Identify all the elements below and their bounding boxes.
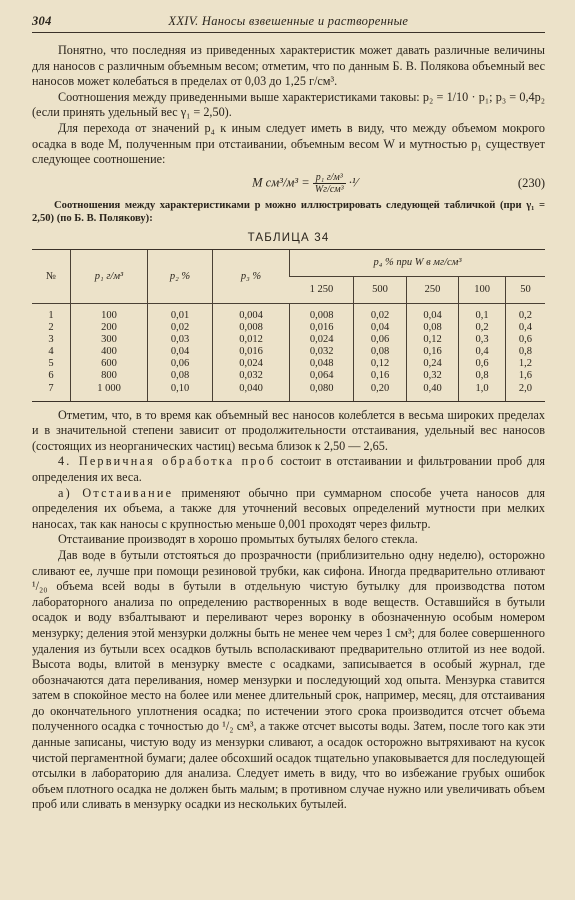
table-cell: 0,1 xyxy=(459,303,506,322)
table-cell: 0,08 xyxy=(148,370,213,382)
table-cell: 800 xyxy=(71,370,148,382)
col-header-w-1: 500 xyxy=(354,276,407,303)
table-cell: 0,04 xyxy=(354,322,407,334)
col-header-p1: p₁ г/м³ xyxy=(71,249,148,303)
equation-230 xyxy=(32,172,545,195)
equation-tail: ·¹⁄ xyxy=(348,175,358,190)
table-cell: 0,016 xyxy=(213,346,290,358)
table-cell: 6 xyxy=(48,370,54,382)
table-cell: 0,06 xyxy=(354,334,407,346)
running-title: XXIV. Наносы взвешенные и растворенные xyxy=(168,14,409,28)
table-row xyxy=(32,334,545,346)
paragraph-6 xyxy=(32,454,545,485)
paragraph-5: Отметим, что, в то время как объемный вес наносов колеблется в весьма широких пределах и в значительной степени зависит от продолжительности отстаивания, удельный вес наносов (состоящих из неорганических частиц) весьма близок к 2,50 — 2,65. xyxy=(32,407,545,453)
table-cell: 0,32 xyxy=(406,370,459,382)
subsection-a-text: применяют обычно при суммарном способе учета наносов для определения их объема, а также для уточнений весовых определений мутности при мелких наносах, так как наносы с крупностью меньше 0,001 проходят через фильтр. xyxy=(32,485,545,531)
page-number: 304 xyxy=(32,14,52,28)
table-cell: 0,3 xyxy=(459,334,506,346)
table-row xyxy=(32,322,545,334)
table-cell: 0,032 xyxy=(213,370,290,382)
table-cell: 0,6 xyxy=(459,358,506,370)
table-cell: 200 xyxy=(71,322,148,334)
paragraph-9: Дав воде в бутыли отстояться до прозрачности (приблизительно одну неделю), осторожно сливают ее, лучше при помощи резиновой трубки, как сифона. Иногда предварительно отливают ¹/₂₀ объема всей воды в бутыли в отдельную чистую бутылку для производства потом лабораторного анализа по определению растворенных в воде веществ. Оставшийся в бутыли осадок и воду взбалтывают и переливают через воронку в обозначенную особым номером мензурку; деления этой мензурки должны быть не менее чем через 1 см³; для более совершенного удаления из бутыли всех осадков бутыль всполаскивают предварительно отлитой из нее водой. Высота воды, влитой в мензурку вместе с осадками, записывается в особый журнал, где обозначаются дата переливания, номер мензурки и последующий ход опыта. Мензурка ставится затем в спокойное место на более или менее длительный срок, например, месяц, для отстаивания до окончательного уплотнения осадка; по истечении этого срока производится отсчет объема полученного осадка с точностью до ¹/₂ см³, а также отсчет высоты воды. Затем, после того как эти данные записаны, чистую воду из мензурки сливают, а осадок осторожно вытряхивают на кусок чистой пергаментной бумаги; далее обсохший осадок тщательно упаковывается для последующей отсылки в лабораторию для анализа. Следует иметь в виду, что во избежание грубых ошибок объем плотного осадка не должен быть малым; в противном случае нужно или увеличивать объем проб или сливать в мензурку осадки из нескольких бутылей. xyxy=(32,547,545,812)
data-table xyxy=(32,249,545,402)
table-cell: 0,06 xyxy=(148,358,213,370)
table-cell: 0,04 xyxy=(406,303,459,322)
table-cell: 600 xyxy=(71,358,148,370)
paragraph-1: Понятно, что последняя из приведенных характеристик может давать различные величины для наносов с различным объемным весом; отметим, что по данным Б. В. Полякова объемный вес наносов может колебаться в пределах от 0,03 до 1,25 г/см³. xyxy=(32,43,545,89)
col-header-number: № xyxy=(32,249,71,303)
table-cell: 0,04 xyxy=(148,346,213,358)
table-cell: 0,008 xyxy=(290,303,354,322)
table-row xyxy=(32,358,545,370)
table-cell: 0,4 xyxy=(505,322,545,334)
table-cell: 1 xyxy=(48,309,54,321)
table-row xyxy=(32,370,545,382)
table-cell: 0,24 xyxy=(406,358,459,370)
paragraph-2: Соотношения между приведенными выше характеристиками таковы: p₂ = 1/10 · p₁; p₃ = 0,4p₂ (если принять удельный вес γ₁ = 2,50). xyxy=(32,89,545,120)
table-cell: 0,032 xyxy=(290,346,354,358)
table-row xyxy=(32,303,545,322)
table-cell: 0,20 xyxy=(354,383,407,402)
table-row xyxy=(32,346,545,358)
col-header-p4-group: p₄ % при W в мг/см³ xyxy=(290,249,546,276)
table-caption: ТАБЛИЦА 34 xyxy=(247,231,330,244)
table-cell: 100 xyxy=(71,303,148,322)
table-cell: 0,064 xyxy=(290,370,354,382)
table-cell: 1 000 xyxy=(71,383,148,402)
table-cell: 0,10 xyxy=(148,383,213,402)
table-cell: 3 xyxy=(48,334,54,346)
col-header-p2: p₂ % xyxy=(148,249,213,303)
table-cell: 0,02 xyxy=(354,303,407,322)
table-cell: 0,8 xyxy=(505,346,545,358)
equation-number: (230) xyxy=(517,175,545,190)
table-row xyxy=(32,383,545,402)
table-cell: 0,024 xyxy=(213,358,290,370)
col-header-w-0: 1 250 xyxy=(290,276,354,303)
table-cell: 0,012 xyxy=(213,334,290,346)
table-cell: 0,6 xyxy=(505,334,545,346)
table-cell: 300 xyxy=(71,334,148,346)
paragraph-7 xyxy=(32,486,545,533)
paragraph-3: Для перехода от значений p₄ к иным следует иметь в виду, что между объемом мокрого осадка в воде M, полученным при отстаивании, объемным весом W и мутностью p₁ существует следующее соотношение: xyxy=(32,120,545,167)
header-rule xyxy=(32,32,545,33)
table-intro: Соотношения между характеристиками p можно иллюстрировать следующей табличкой (при γ₁ = 2,50) (по Б. В. Полякову): xyxy=(32,199,545,225)
equation-lhs: M см³/м³ = xyxy=(252,175,310,190)
table-cell: 7 xyxy=(32,383,71,402)
equation-numerator: p₁ г/м³ xyxy=(313,172,346,184)
table-cell: 0,16 xyxy=(406,346,459,358)
table-cell: 0,008 xyxy=(213,322,290,334)
table-cell: 0,16 xyxy=(354,370,407,382)
table-cell: 0,2 xyxy=(505,303,545,322)
table-cell: 0,048 xyxy=(290,358,354,370)
table-cell: 2,0 xyxy=(505,383,545,402)
table-cell: 0,02 xyxy=(148,322,213,334)
table-cell: 0,08 xyxy=(406,322,459,334)
table-cell: 0,03 xyxy=(148,334,213,346)
table-cell: 0,024 xyxy=(290,334,354,346)
table-cell: 0,016 xyxy=(290,322,354,334)
col-header-p3: p₃ % xyxy=(213,249,290,303)
table-cell: 0,2 xyxy=(459,322,506,334)
col-header-w-4: 50 xyxy=(505,276,545,303)
section-4-heading: 4. Первичная обработка проб xyxy=(58,454,276,469)
table-cell: 0,040 xyxy=(213,383,290,402)
table-cell: 1,2 xyxy=(505,358,545,370)
table-cell: 0,12 xyxy=(354,358,407,370)
table-cell: 2 xyxy=(48,322,54,334)
subsection-a-heading: а) Отстаивание xyxy=(58,485,174,500)
table-cell: 1,0 xyxy=(459,383,506,402)
table-cell: 0,08 xyxy=(354,346,407,358)
table-cell: 0,080 xyxy=(290,383,354,402)
equation-denominator: Wг/см³ xyxy=(314,183,344,195)
equation-fraction xyxy=(313,172,346,195)
table-cell: 0,4 xyxy=(459,346,506,358)
running-header xyxy=(32,14,545,29)
table-cell: 5 xyxy=(48,358,54,370)
table-cell: 0,004 xyxy=(213,303,290,322)
section-4-text: состоит в отстаивании и фильтровании проб для определения их веса. xyxy=(32,454,545,484)
table-cell: 0,12 xyxy=(406,334,459,346)
table-cell: 0,8 xyxy=(459,370,506,382)
paragraph-8: Отстаивание производят в хорошо промытых бутылях белого стекла. xyxy=(58,532,418,547)
table-cell: 1,6 xyxy=(505,370,545,382)
table-cell: 0,40 xyxy=(406,383,459,402)
table-cell: 4 xyxy=(48,346,54,358)
col-header-w-2: 250 xyxy=(406,276,459,303)
table-cell: 400 xyxy=(71,346,148,358)
table-cell: 0,01 xyxy=(148,303,213,322)
col-header-w-3: 100 xyxy=(459,276,506,303)
